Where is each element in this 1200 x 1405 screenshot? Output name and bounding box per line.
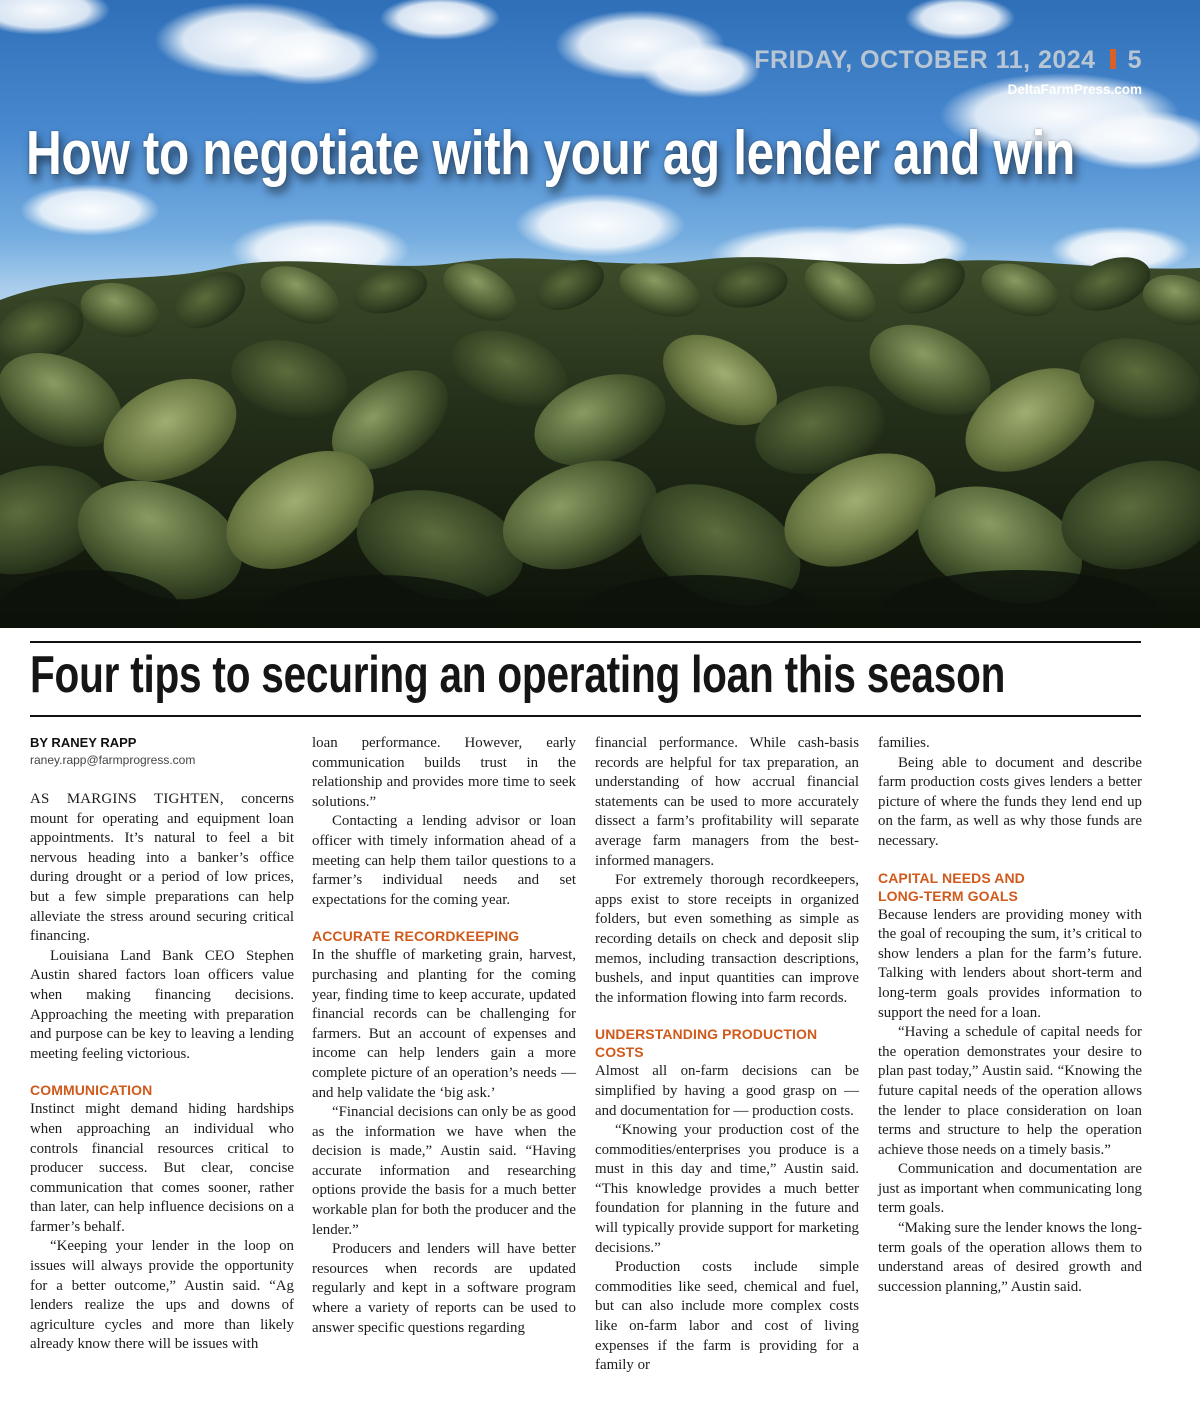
heading-line-2: LONG-TERM GOALS — [878, 887, 1018, 904]
lead-in: AS MARGINS TIGHTEN, — [30, 791, 224, 807]
paragraph: “Making sure the lender knows the long-term goals of the operation allows them to understand areas of desired growth and succession planning,” Austin said. — [878, 1220, 1142, 1295]
paragraph: “Having a schedule of capital needs for the operation demonstrates your desire to plan past today,” Austin said. “Knowing the future capital needs of the operation allows the lender to place consideration on loan terms and structure to help the operation achieve those needs on a timely basis.” — [878, 1024, 1142, 1158]
section-heading-recordkeeping: ACCURATE RECORDKEEPING — [312, 928, 520, 945]
paragraph: Louisiana Land Bank CEO Stephen Austin shared factors loan officers value when making financing decisions. Approaching the meeting with preparation and purpose can be key to leaving a lending meeting feeling victorious. — [30, 947, 294, 1062]
byline: BY RANEY RAPP — [30, 735, 137, 750]
paragraph: Being able to document and describe farm production costs gives lenders a better picture of where the funds they lend end up on the farm, as well as why those funds are necessary. — [878, 754, 1142, 849]
paragraph: Instinct might demand hiding hardships when approaching an individual who controls financial resources critical to producer success. But clear, concise communication that comes sooner, rather than later, can help influence decisions on a farmer’s behalf. — [30, 1101, 294, 1235]
paragraph: Almost all on-farm decisions can be simplified by having a good grasp on — and documentation for — production costs. — [595, 1063, 859, 1119]
lead-text: concerns mount for operating and equipment loan appointments. It’s natural to feel a bit nervous heading into a banker’s office during drought or a period of low prices, but a few simple preparations can help alleviate the stress around securing critical financing. — [30, 791, 294, 945]
article-headline: Four tips to securing an operating loan this season — [30, 646, 1006, 704]
paragraph: Contacting a lending advisor or loan officer with timely information ahead of a meeting can help them tailor questions to a farmer’s individual needs and set expectations for the coming year. — [312, 813, 576, 908]
section-heading-capital-needs — [878, 869, 1142, 905]
paragraph: Communication and documentation are just as important when communicating long term goals. — [878, 1161, 1142, 1217]
paragraph: loan performance. However, early communication builds trust in the relationship and provides more time to seek solutions.” — [312, 735, 576, 810]
section-heading-production-costs: UNDERSTANDING PRODUCTION COSTS — [595, 1026, 818, 1061]
article-column-1 — [30, 734, 294, 1355]
lead-paragraph — [30, 790, 294, 947]
hero-title: How to negotiate with your ag lender and win — [26, 119, 1075, 188]
website-link[interactable]: DeltaFarmPress.com — [1007, 82, 1142, 97]
paragraph: “Knowing your production cost of the commodities/enterprises you produce is a must in this day and time,” Austin said. “This knowledge provides a much better foundation for planning in the future and will typically provide support for marketing decisions.” — [595, 1122, 859, 1256]
date-separator — [1110, 49, 1116, 69]
section-heading-communication: COMMUNICATION — [30, 1082, 153, 1099]
headline-rule-bottom — [30, 715, 1141, 717]
heading-line-1: CAPITAL NEEDS AND — [878, 869, 1025, 886]
paragraph: financial performance. While cash-basis records are helpful for tax preparation, an understanding of how accrual financial statements can be used to more accurately dissect a farm’s profitability will separate average farm managers from the best-informed managers. — [595, 735, 859, 869]
page-number: 5 — [1127, 46, 1142, 74]
paragraph: Production costs include simple commodities like seed, chemical and fuel, but can also include more complex costs like on-farm labor and cost of living expenses if the farm is providing for a family or — [595, 1259, 859, 1374]
article-column-2 — [312, 734, 576, 1338]
headline-rule-top — [30, 641, 1141, 643]
article-column-3 — [595, 734, 859, 1376]
paragraph: Because lenders are providing money with the goal of recouping the sum, it’s critical to show lenders a plan for the farm’s future. Talking with lenders about short-term and long-term goals provides information to support the need for a loan. — [878, 906, 1142, 1021]
issue-date: FRIDAY, OCTOBER 11, 2024 — [754, 46, 1096, 74]
paragraph: “Financial decisions can only be as good as the information we have when the decision is made,” Austin said. “Having accurate information and researching options provide the basis for a much better workable plan for both the producer and the lender.” — [312, 1104, 576, 1238]
hero-photo — [0, 0, 1200, 628]
author-email[interactable]: raney.rapp@farmprogress.com — [30, 753, 196, 767]
paragraph: Producers and lenders will have better resources when records are updated regularly and kept in a software program where a variety of reports can be used to answer specific questions regarding — [312, 1241, 576, 1336]
paragraph: In the shuffle of marketing grain, harvest, purchasing and planting for the coming year, finding time to keep accurate, updated financial records can be challenging for farmers. But an account of expenses and income can help lenders gain a more complete picture of an operation’s needs — and help validate the ‘big ask.’ — [312, 947, 576, 1101]
issue-dateline — [754, 46, 1142, 75]
paragraph: families. — [878, 735, 930, 751]
paragraph: For extremely thorough recordkeepers, apps exist to store receipts in organized folders, but even something as simple as recording details on check and deposit slip memos, including transaction descriptions, bushels, and input quantities can improve the information flowing into farm records. — [595, 872, 859, 1006]
paragraph: “Keeping your lender in the loop on issues will always provide the opportunity for a better outcome,” Austin said. “Ag lenders realize the ups and downs of agriculture cycles and more than likely already know there will be issues with — [30, 1238, 294, 1353]
article-column-4 — [878, 734, 1142, 1297]
